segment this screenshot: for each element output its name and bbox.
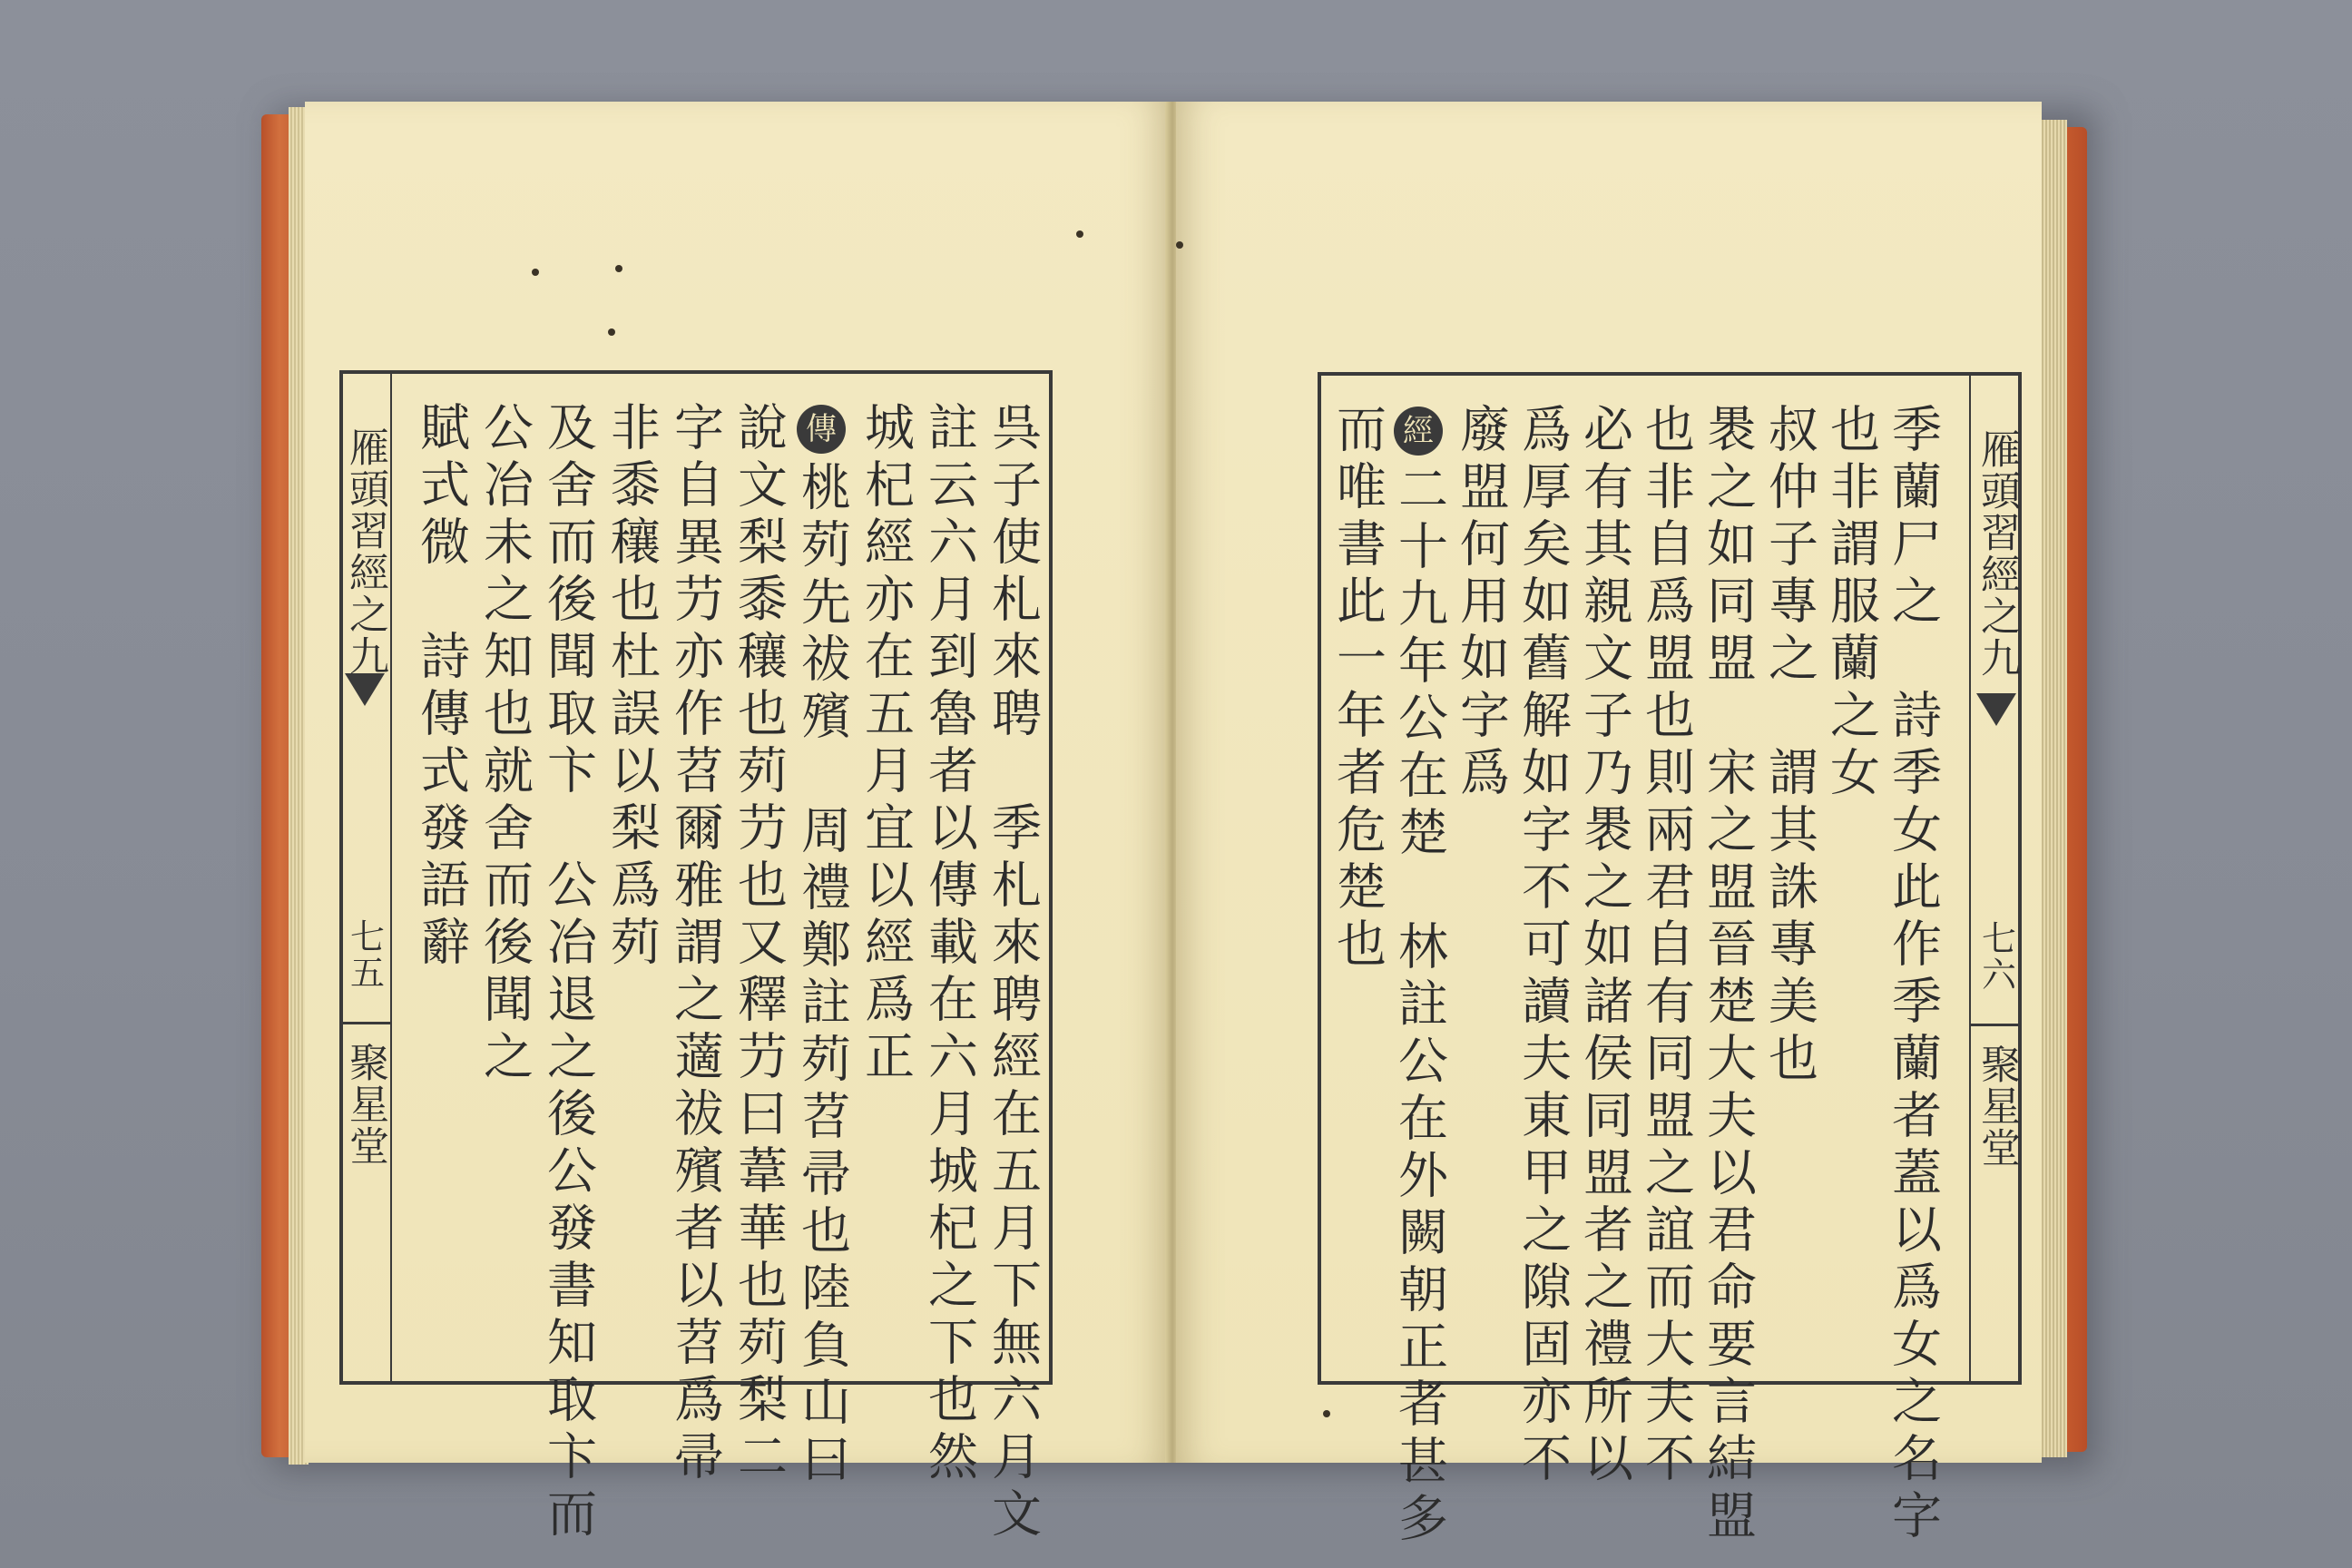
- text-column: 而唯書此一年者危楚也: [1328, 403, 1387, 975]
- text-column: 爲厚矣如舊解如字不可讀夫東甲之隙固亦不: [1514, 403, 1572, 1489]
- stitch-hole: [1076, 230, 1083, 238]
- fishtail-mark: [345, 673, 385, 706]
- banxin-title: 雁頭習經之九: [342, 426, 388, 677]
- text-column-body: 二十九年公在楚 林註公在外闕朝正者甚多: [1390, 463, 1448, 1549]
- text-column: 說文梨黍穰也茢芀也又釋芀曰葦華也茢梨二: [730, 401, 788, 1487]
- banxin-divider: [1971, 1024, 2022, 1026]
- text-column: 也非謂服蘭之女: [1822, 403, 1880, 803]
- banxin-leaf-number: 七五: [344, 918, 385, 991]
- text-column: 褁之如同盟 宋之盟晉楚大夫以君命要言結盟: [1699, 403, 1757, 1546]
- stitch-hole: [1176, 241, 1183, 249]
- banxin-title: 雁頭習經之九: [1974, 428, 2020, 679]
- text-column: 廢盟何用如字爲: [1452, 403, 1510, 803]
- classic-badge: 經: [1394, 407, 1443, 456]
- banxin-left: [339, 374, 392, 1381]
- text-column: 公冶未之知也就舍而後聞之: [475, 401, 534, 1087]
- text-column: 賦式微 詩傳式發語辭: [412, 401, 470, 973]
- text-column: 字自異芀亦作苕爾雅謂之藡祓殯者以苕爲帚: [666, 401, 724, 1487]
- banxin-publisher: 聚星堂: [1974, 1044, 2020, 1169]
- stitch-hole: [1323, 1410, 1330, 1417]
- text-column-body: 桃茢先祓殯 周禮鄭註茢苕帚也陸負山曰: [793, 461, 851, 1490]
- banxin-right: [1969, 376, 2022, 1381]
- banxin-publisher: 聚星堂: [342, 1042, 388, 1167]
- stitch-hole: [608, 328, 615, 336]
- banxin-divider: [339, 1022, 390, 1024]
- commentary-badge: 傳: [797, 405, 846, 454]
- text-column: 非黍穰也杜誤以梨爲茢: [603, 401, 661, 973]
- right-text-frame: [1318, 372, 2022, 1549]
- text-column: 叔仲子專之 謂其誅專美也: [1760, 403, 1818, 1089]
- banxin-leaf-number: 七六: [1975, 920, 2016, 993]
- text-column: 必有其親文子乃褁之如諸侯同盟者之禮所以: [1575, 403, 1633, 1489]
- fishtail-mark: [1976, 693, 2016, 726]
- text-column: [1390, 403, 1448, 1549]
- text-column: 季蘭尸之 詩季女此作季蘭者蓋以爲女之名字: [1884, 403, 1942, 1546]
- text-column: 城杞經亦在五月宜以經爲正: [857, 401, 915, 1087]
- text-column: 呉子使札來聘 季札來聘經在五月下無六月文: [984, 401, 1042, 1544]
- stitch-hole: [532, 269, 539, 276]
- left-text-frame: [339, 370, 1053, 1544]
- text-column: [793, 401, 851, 1490]
- stitch-hole: [615, 265, 622, 272]
- text-column: 也非自爲盟也則兩君自有同盟之誼而大夫不: [1637, 403, 1695, 1489]
- text-column: 及舍而後聞取卞 公冶退之後公發書知取卞而: [539, 401, 597, 1544]
- text-column: 註云六月到魯者以傳載在六月城杞之下也然: [920, 401, 978, 1487]
